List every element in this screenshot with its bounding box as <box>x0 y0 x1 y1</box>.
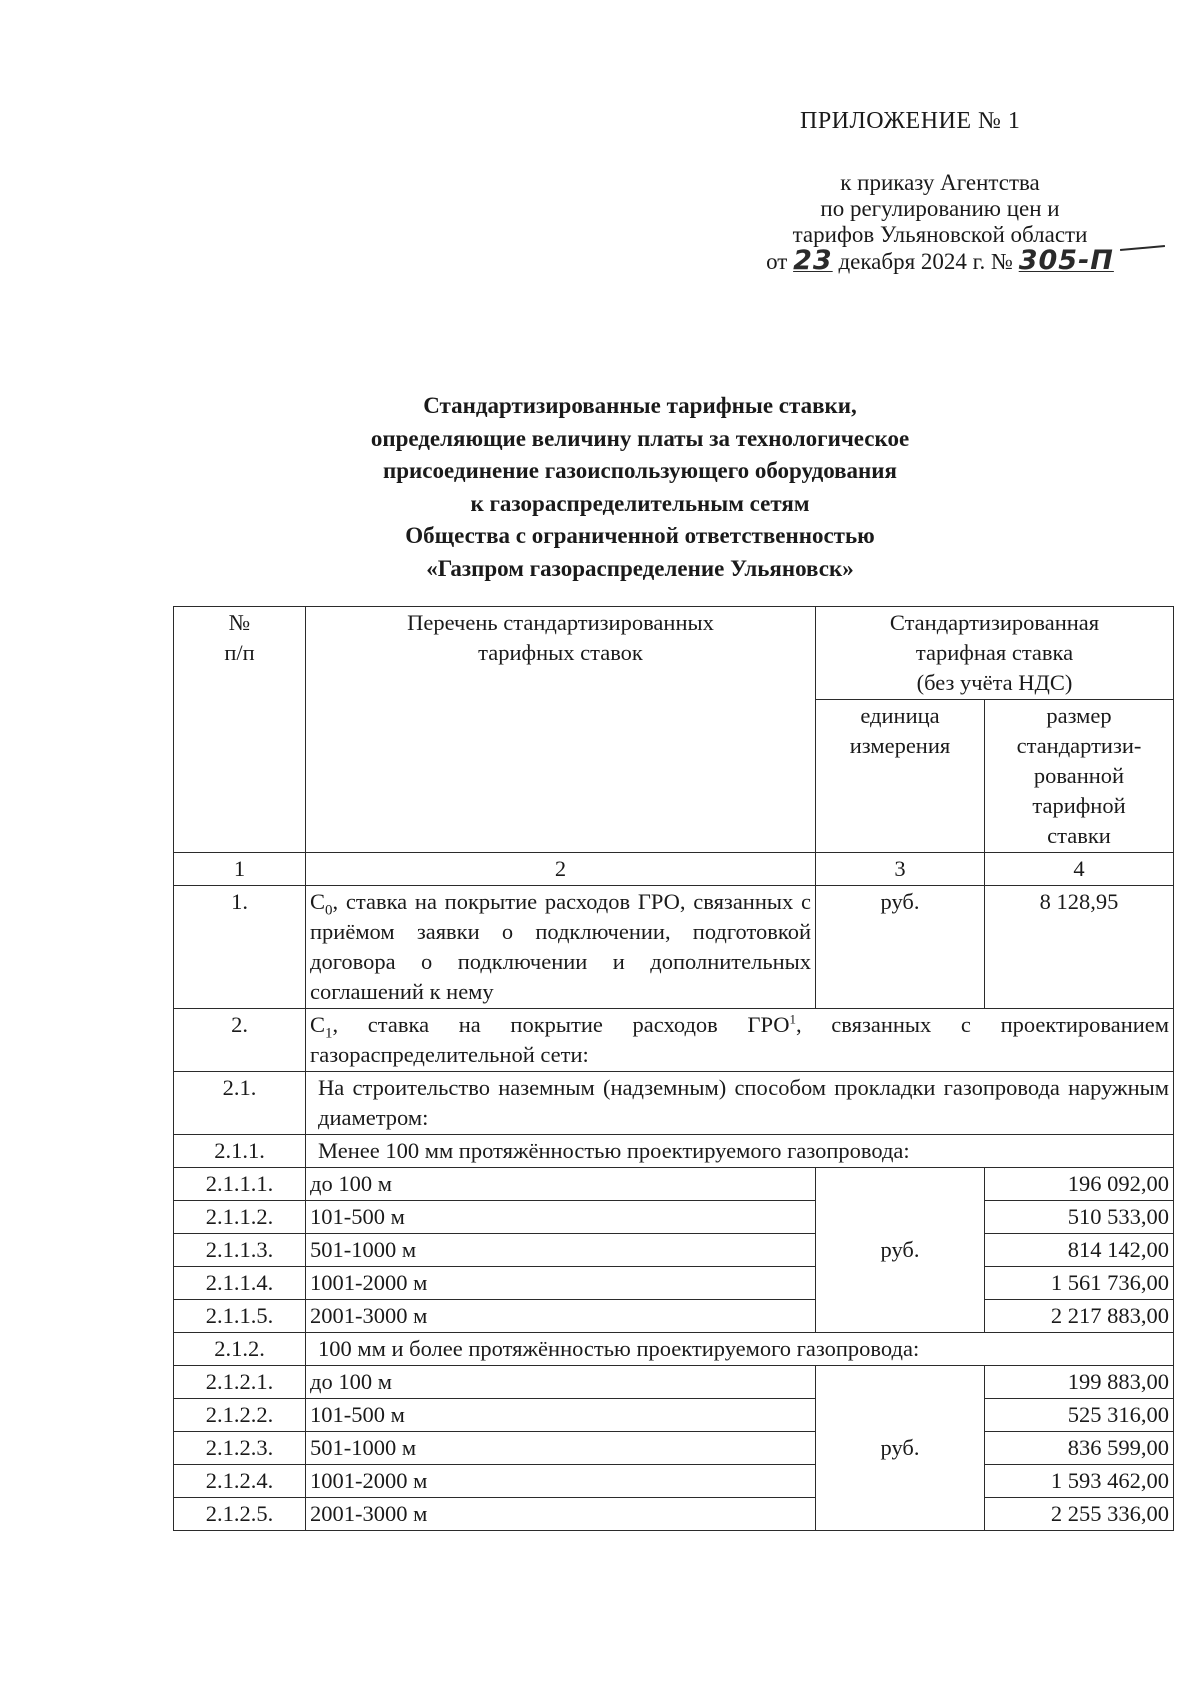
date-rest: декабря 2024 г. № <box>838 249 1013 274</box>
order-line-3: тарифов Ульяновской области <box>792 222 1088 247</box>
header-rate-line: тарифная ставка <box>915 640 1074 665</box>
header-size-line: стандартизи- <box>1016 733 1142 758</box>
row-number: 2.1.1.2. <box>174 1201 306 1234</box>
column-index: 1 <box>174 853 306 886</box>
tariff-table <box>173 606 1174 1531</box>
row-value: 1 593 462,00 <box>985 1465 1174 1498</box>
table-row <box>174 1072 1174 1135</box>
handwritten-day: 23 <box>793 245 833 276</box>
table-row <box>174 1300 1174 1333</box>
row-description: На строительство наземным (надземным) способом прокладки газопровода наружным диаметром: <box>306 1072 1174 1135</box>
row-number: 2.1.1.1. <box>174 1168 306 1201</box>
row-value: 199 883,00 <box>985 1366 1174 1399</box>
table-row <box>174 886 1174 1009</box>
table-row <box>174 1201 1174 1234</box>
header-list <box>306 607 816 853</box>
row-text: , ставка на покрытие расходов ГРО <box>332 1012 790 1037</box>
row-value: 196 092,00 <box>985 1168 1174 1201</box>
order-line-1: к приказу Агентства <box>840 170 1040 195</box>
table-row <box>174 1234 1174 1267</box>
row-number: 2.1.2. <box>174 1333 306 1366</box>
row-range: 1001-2000 м <box>306 1465 816 1498</box>
row-number: 2.1.1.3. <box>174 1234 306 1267</box>
row-range: 501-1000 м <box>306 1432 816 1465</box>
row-value: 836 599,00 <box>985 1432 1174 1465</box>
row-text: , связанных с проектированием газораспределительной сети: <box>310 1012 1170 1067</box>
title-line: Стандартизированные тарифные ставки, <box>423 393 857 418</box>
column-index: 4 <box>985 853 1174 886</box>
appendix-title: ПРИЛОЖЕНИЕ № 1 <box>800 108 1021 134</box>
table-row <box>174 1432 1174 1465</box>
row-range: 101-500 м <box>306 1201 816 1234</box>
rate-symbol-sub: 0 <box>325 902 333 919</box>
order-reference <box>740 170 1140 275</box>
header-list-line: тарифных ставок <box>478 640 643 665</box>
row-number: 2.1.2.2. <box>174 1399 306 1432</box>
row-unit: руб. <box>816 1168 985 1333</box>
document-title <box>200 390 1080 585</box>
row-range: 501-1000 м <box>306 1234 816 1267</box>
header-num-line: № <box>228 610 251 635</box>
row-value: 525 316,00 <box>985 1399 1174 1432</box>
row-value: 2 217 883,00 <box>985 1300 1174 1333</box>
row-unit: руб. <box>816 886 985 1009</box>
header-row <box>174 607 1174 700</box>
header-unit-line: измерения <box>849 733 951 758</box>
header-num-line: п/п <box>224 640 255 665</box>
row-number: 2.1.2.1. <box>174 1366 306 1399</box>
group-header-row <box>174 1333 1174 1366</box>
rate-symbol: C <box>310 1012 326 1037</box>
header-size <box>985 700 1174 853</box>
table-row <box>174 1267 1174 1300</box>
row-unit: руб. <box>816 1366 985 1531</box>
header-size-line: тарифной <box>1032 793 1126 818</box>
column-index: 3 <box>816 853 985 886</box>
header-rate-line: Стандартизированная <box>889 610 1100 635</box>
row-value: 8 128,95 <box>985 886 1174 1009</box>
header-rate-line: (без учёта НДС) <box>916 670 1073 695</box>
row-description <box>306 1009 1174 1072</box>
date-prefix: от <box>766 249 788 274</box>
title-line: «Газпром газораспределение Ульяновск» <box>426 555 854 581</box>
header-rate <box>816 607 1174 700</box>
row-number: 2. <box>174 1009 306 1072</box>
row-description: Менее 100 мм протяжённостью проектируемого газопровода: <box>306 1135 1174 1168</box>
header-unit-line: единица <box>860 703 940 728</box>
row-range: 2001-3000 м <box>306 1498 816 1531</box>
row-number: 2.1.1. <box>174 1135 306 1168</box>
table-row <box>174 1399 1174 1432</box>
title-line: присоединение газоиспользующего оборудования <box>383 458 897 483</box>
order-line-2: по регулированию цен и <box>820 196 1060 221</box>
header-size-line: ставки <box>1047 823 1111 848</box>
table-row <box>174 1465 1174 1498</box>
row-number: 2.1. <box>174 1072 306 1135</box>
order-date-line <box>740 245 1140 276</box>
row-number: 2.1.2.5. <box>174 1498 306 1531</box>
row-value: 2 255 336,00 <box>985 1498 1174 1531</box>
header-list-line: Перечень стандартизированных <box>407 610 714 635</box>
title-line: к газораспределительным сетям <box>470 490 810 516</box>
table-row <box>174 1009 1174 1072</box>
row-range: до 100 м <box>306 1366 816 1399</box>
row-number: 2.1.1.4. <box>174 1267 306 1300</box>
rate-symbol-sub: 1 <box>325 1025 333 1042</box>
row-range: 2001-3000 м <box>306 1300 816 1333</box>
row-value: 1 561 736,00 <box>985 1267 1174 1300</box>
row-value: 510 533,00 <box>985 1201 1174 1234</box>
row-number: 2.1.2.3. <box>174 1432 306 1465</box>
table-row <box>174 1168 1174 1201</box>
header-unit <box>816 700 985 853</box>
table-row <box>174 1366 1174 1399</box>
row-range: 101-500 м <box>306 1399 816 1432</box>
rate-symbol: C <box>310 889 326 914</box>
row-range: 1001-2000 м <box>306 1267 816 1300</box>
handwritten-order-number: 305-П <box>1018 245 1114 276</box>
title-line: определяющие величину платы за технологическое <box>370 425 910 451</box>
column-index-row <box>174 853 1174 886</box>
row-number: 1. <box>174 886 306 1009</box>
row-range: до 100 м <box>306 1168 816 1201</box>
table-row <box>174 1498 1174 1531</box>
row-description: 100 мм и более протяжённостью проектируемого газопровода: <box>306 1333 1174 1366</box>
row-text: , ставка на покрытие расходов ГРО, связанных с приёмом заявки о подключении, подготовкой договора о подключении и дополнительных соглашений к нему <box>310 889 811 1004</box>
column-index: 2 <box>306 853 816 886</box>
header-size-line: размер <box>1046 703 1112 728</box>
group-header-row <box>174 1135 1174 1168</box>
footnote-mark: 1 <box>789 1011 796 1027</box>
row-value: 814 142,00 <box>985 1234 1174 1267</box>
row-description <box>306 886 816 1009</box>
row-number: 2.1.2.4. <box>174 1465 306 1498</box>
row-number: 2.1.1.5. <box>174 1300 306 1333</box>
title-line: Общества с ограниченной ответственностью <box>405 523 875 548</box>
header-size-line: рованной <box>1033 763 1125 788</box>
header-num <box>174 607 306 853</box>
